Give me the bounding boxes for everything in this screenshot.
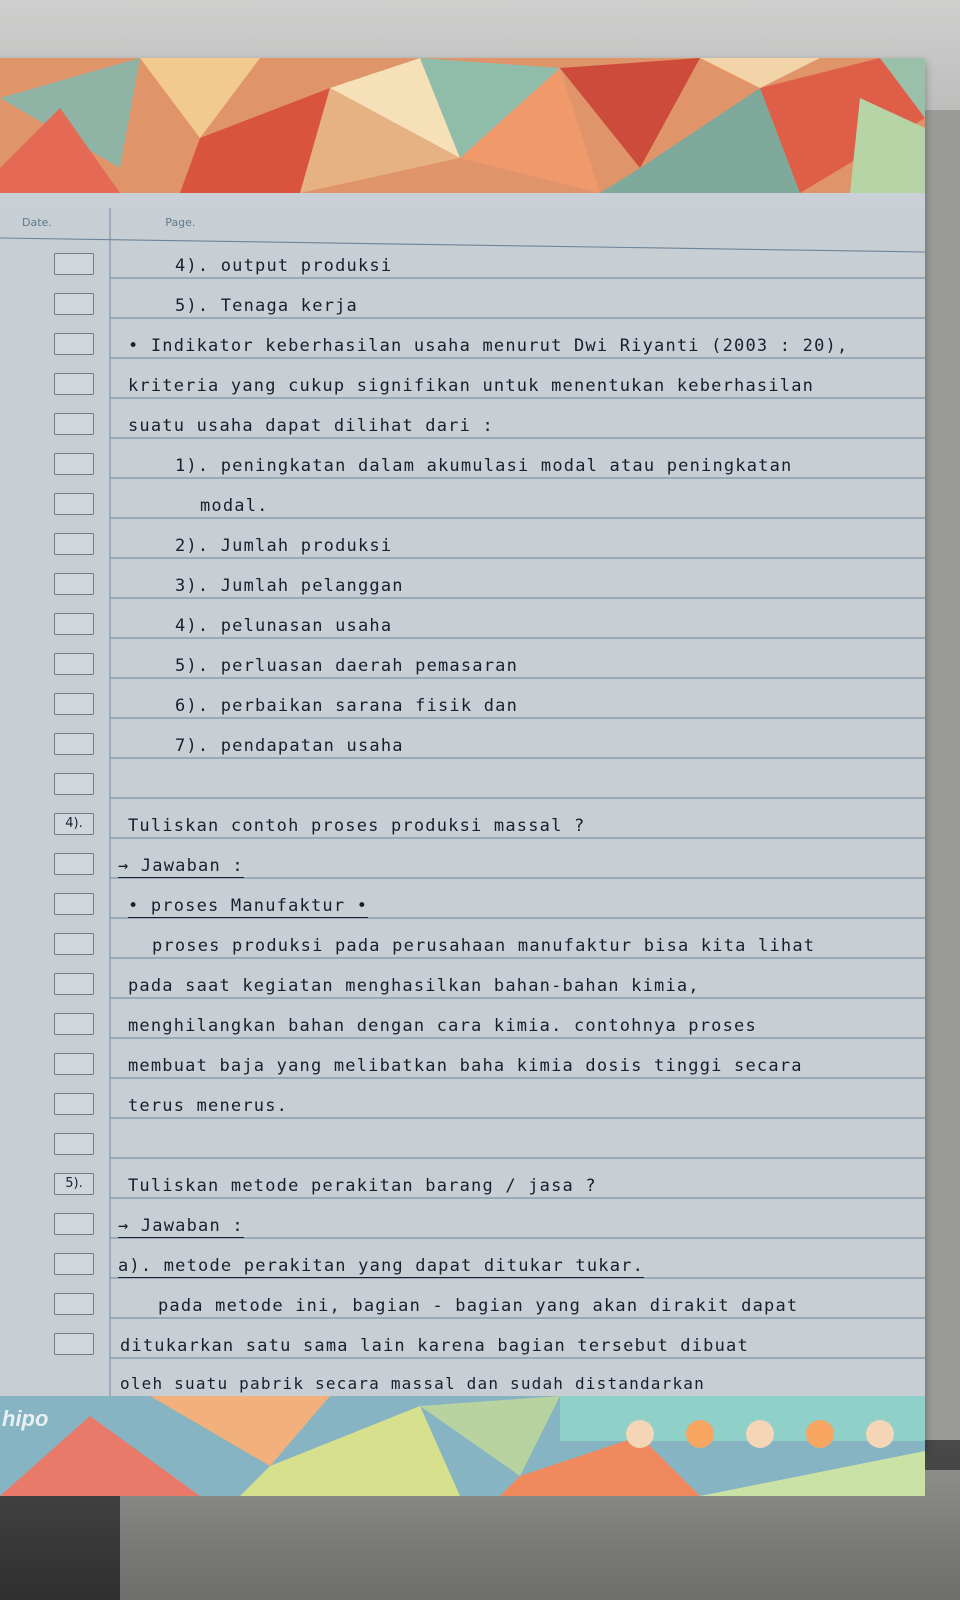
- text-line: terus menerus.: [128, 1096, 289, 1116]
- page-number-label: Page.: [165, 216, 196, 229]
- margin-box: [54, 1253, 94, 1275]
- margin-box: [54, 733, 94, 755]
- text-line: proses produksi pada perusahaan manufaktur bisa kita lihat: [152, 936, 816, 956]
- list-item: 6). perbaikan sarana fisik dan: [175, 696, 519, 716]
- notebook-page: [0, 58, 925, 1450]
- margin-box: [54, 1133, 94, 1155]
- list-item: 2). Jumlah produksi: [175, 536, 393, 556]
- list-item: 1). peningkatan dalam akumulasi modal atau peningkatan: [175, 456, 793, 476]
- margin-box: [54, 1053, 94, 1075]
- text-line: pada saat kegiatan menghasilkan bahan-bahan kimia,: [128, 976, 700, 996]
- list-item: 4). output produksi: [175, 256, 393, 276]
- text-line: kriteria yang cukup signifikan untuk menentukan keberhasilan: [128, 376, 815, 396]
- list-item: 4). pelunasan usaha: [175, 616, 393, 636]
- margin-box: [54, 1013, 94, 1035]
- margin-box: [54, 293, 94, 315]
- date-label: Date.: [22, 216, 52, 229]
- margin-box: [54, 373, 94, 395]
- decorative-footer-band: [0, 1396, 925, 1496]
- text-line: ditukarkan satu sama lain karena bagian tersebut dibuat: [120, 1336, 749, 1356]
- margin-box: [54, 253, 94, 275]
- margin-box: [54, 1333, 94, 1355]
- question-number-box: 4).: [54, 813, 94, 835]
- answer-label: → Jawaban :: [118, 856, 244, 876]
- text-line: suatu usaha dapat dilihat dari :: [128, 416, 494, 436]
- question-text: Tuliskan metode perakitan barang / jasa ?: [128, 1176, 597, 1196]
- margin-box: [54, 1293, 94, 1315]
- margin-box: [54, 493, 94, 515]
- margin-box: [54, 533, 94, 555]
- text-line: • Indikator keberhasilan usaha menurut Dwi Riyanti (2003 : 20),: [128, 336, 849, 356]
- text-line: modal.: [200, 496, 269, 516]
- footer-pattern-graphic: [0, 1396, 925, 1496]
- brand-logo: hipo: [2, 1406, 49, 1431]
- list-item: 5). Tenaga kerja: [175, 296, 358, 316]
- ruled-page: [0, 208, 925, 1396]
- margin-box: [54, 693, 94, 715]
- page-header-labels: [22, 216, 195, 238]
- margin-box: [54, 853, 94, 875]
- list-item: 5). perluasan daerah pemasaran: [175, 656, 519, 676]
- margin-box: [54, 333, 94, 355]
- margin-box: [54, 653, 94, 675]
- margin-box: [54, 413, 94, 435]
- margin-box: [54, 613, 94, 635]
- margin-box: [54, 573, 94, 595]
- margin-box: [54, 1093, 94, 1115]
- section-heading: a). metode perakitan yang dapat ditukar tukar.: [118, 1256, 645, 1276]
- margin-box: [54, 973, 94, 995]
- list-item: 7). pendapatan usaha: [175, 736, 404, 756]
- text-line: oleh suatu pabrik secara massal dan sudah distandarkan: [120, 1374, 705, 1393]
- section-heading: • proses Manufaktur •: [128, 896, 369, 916]
- text-line: membuat baja yang melibatkan baha kimia dosis tinggi secara: [128, 1056, 803, 1076]
- text-line: menghilangkan bahan dengan cara kimia. contohnya proses: [128, 1016, 757, 1036]
- question-text: Tuliskan contoh proses produksi massal ?: [128, 816, 586, 836]
- header-pattern-graphic: [0, 58, 925, 193]
- question-number-box: 5).: [54, 1173, 94, 1195]
- margin-box: [54, 453, 94, 475]
- margin-box: [54, 933, 94, 955]
- decorative-header-band: [0, 58, 925, 193]
- text-line: pada metode ini, bagian - bagian yang akan dirakit dapat: [158, 1296, 799, 1316]
- list-item: 3). Jumlah pelanggan: [175, 576, 404, 596]
- answer-label: → Jawaban :: [118, 1216, 244, 1236]
- margin-box: [54, 1213, 94, 1235]
- margin-box: [54, 773, 94, 795]
- margin-box: [54, 893, 94, 915]
